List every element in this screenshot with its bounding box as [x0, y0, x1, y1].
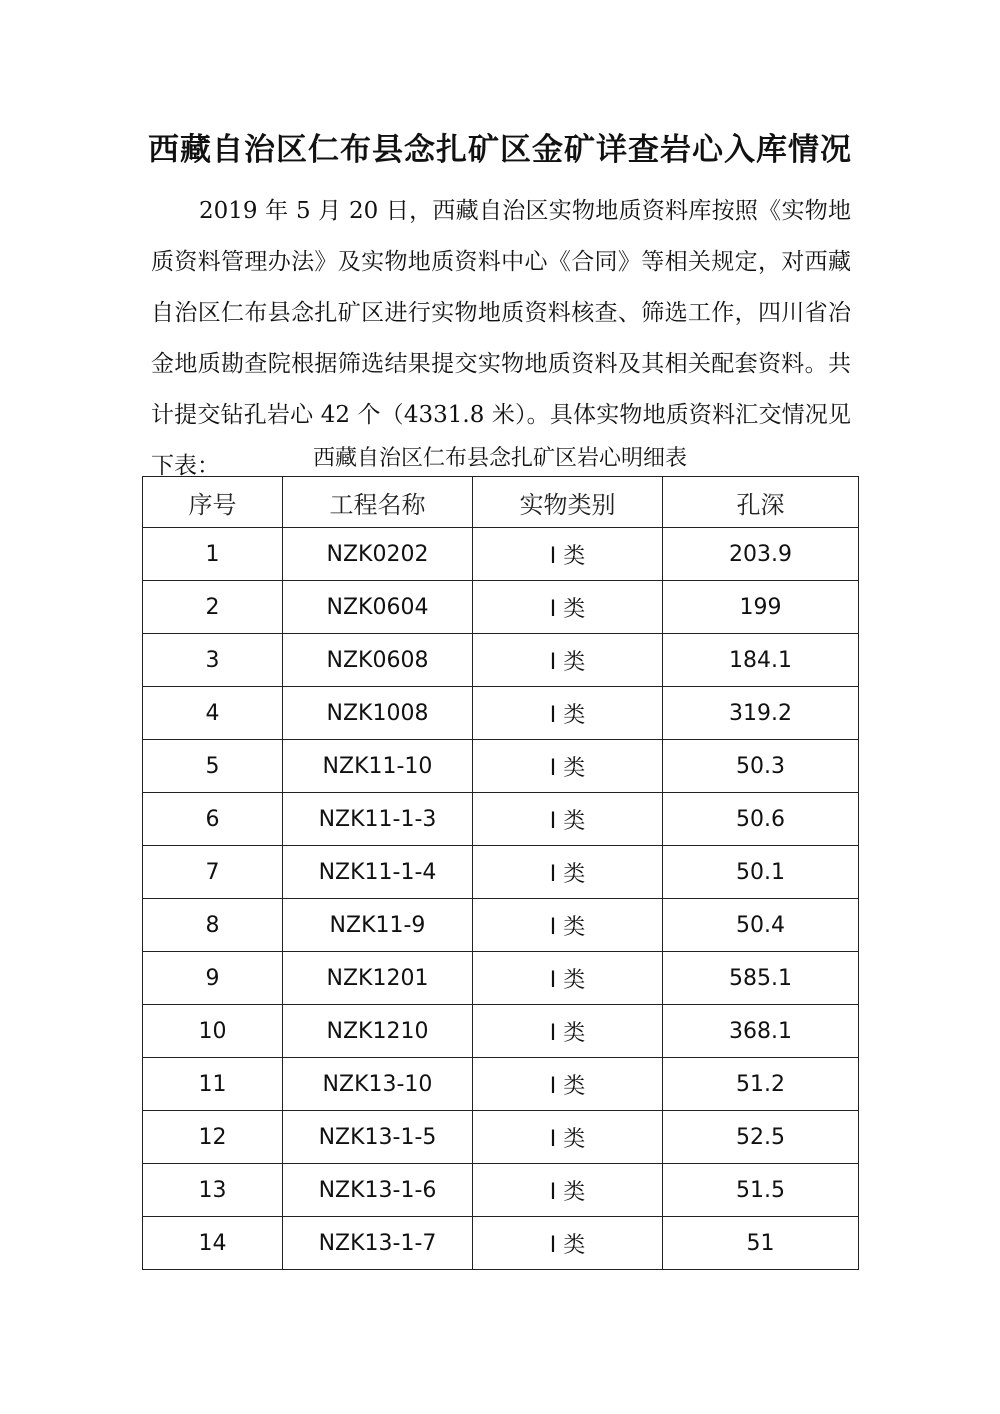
cell-hole-depth: 51.5 — [663, 1164, 859, 1217]
cell-index: 7 — [143, 846, 283, 899]
cell-category: I 类 — [473, 793, 663, 846]
cell-index: 3 — [143, 634, 283, 687]
cell-category: I 类 — [473, 952, 663, 1005]
header-project-name: 工程名称 — [283, 477, 473, 528]
cell-index: 6 — [143, 793, 283, 846]
cell-hole-depth: 50.4 — [663, 899, 859, 952]
cell-category: I 类 — [473, 1058, 663, 1111]
cell-index: 2 — [143, 581, 283, 634]
cell-project-name: NZK11-1-4 — [283, 846, 473, 899]
document-title: 西藏自治区仁布县念扎矿区金矿详查岩心入库情况 — [148, 132, 852, 168]
table-row — [143, 1005, 859, 1058]
header-index: 序号 — [143, 477, 283, 528]
cell-project-name: NZK13-1-5 — [283, 1111, 473, 1164]
cell-hole-depth: 50.3 — [663, 740, 859, 793]
cell-project-name: NZK0202 — [283, 528, 473, 581]
cell-hole-depth: 203.9 — [663, 528, 859, 581]
table-row — [143, 687, 859, 740]
cell-project-name: NZK13-1-6 — [283, 1164, 473, 1217]
cell-project-name: NZK0604 — [283, 581, 473, 634]
table-row — [143, 1217, 859, 1270]
cell-project-name: NZK1201 — [283, 952, 473, 1005]
cell-hole-depth: 368.1 — [663, 1005, 859, 1058]
cell-index: 5 — [143, 740, 283, 793]
cell-category: I 类 — [473, 1217, 663, 1270]
cell-index: 4 — [143, 687, 283, 740]
cell-project-name: NZK11-1-3 — [283, 793, 473, 846]
cell-hole-depth: 199 — [663, 581, 859, 634]
cell-category: I 类 — [473, 740, 663, 793]
cell-category: I 类 — [473, 846, 663, 899]
cell-category: I 类 — [473, 899, 663, 952]
table-row — [143, 952, 859, 1005]
cell-hole-depth: 319.2 — [663, 687, 859, 740]
cell-project-name: NZK0608 — [283, 634, 473, 687]
cell-category: I 类 — [473, 581, 663, 634]
cell-category: I 类 — [473, 1111, 663, 1164]
table-header-row — [143, 477, 859, 528]
cell-project-name: NZK13-1-7 — [283, 1217, 473, 1270]
cell-hole-depth: 51 — [663, 1217, 859, 1270]
table-row — [143, 899, 859, 952]
cell-project-name: NZK11-9 — [283, 899, 473, 952]
table-row — [143, 740, 859, 793]
table-row — [143, 1164, 859, 1217]
cell-category: I 类 — [473, 1005, 663, 1058]
table-row — [143, 1111, 859, 1164]
table-row — [143, 1058, 859, 1111]
cell-index: 13 — [143, 1164, 283, 1217]
cell-index: 14 — [143, 1217, 283, 1270]
table-row — [143, 846, 859, 899]
cell-hole-depth: 50.6 — [663, 793, 859, 846]
cell-project-name: NZK1210 — [283, 1005, 473, 1058]
table-row — [143, 581, 859, 634]
cell-index: 1 — [143, 528, 283, 581]
cell-index: 9 — [143, 952, 283, 1005]
cell-index: 11 — [143, 1058, 283, 1111]
table-row — [143, 793, 859, 846]
cell-project-name: NZK1008 — [283, 687, 473, 740]
cell-index: 8 — [143, 899, 283, 952]
intro-paragraph: 2019 年 5 月 20 日，西藏自治区实物地质资料库按照《实物地质资料管理办法》及实物地质资料中心《合同》等相关规定，对西藏自治区仁布县念扎矿区进行实物地质资料核查、筛选工作，四川省冶金地质勘查院根据筛选结果提交实物地质资料及其相关配套资料。共计提交钻孔岩心 42 个（4331.8 米）。具体实物地质资料汇交情况见下表： — [151, 198, 851, 479]
cell-hole-depth: 50.1 — [663, 846, 859, 899]
cell-project-name: NZK11-10 — [283, 740, 473, 793]
cell-category: I 类 — [473, 1164, 663, 1217]
core-detail-table — [142, 476, 859, 1270]
cell-project-name: NZK13-10 — [283, 1058, 473, 1111]
table-row — [143, 528, 859, 581]
cell-category: I 类 — [473, 528, 663, 581]
cell-hole-depth: 585.1 — [663, 952, 859, 1005]
cell-category: I 类 — [473, 634, 663, 687]
header-hole-depth: 孔深 — [663, 477, 859, 528]
cell-index: 10 — [143, 1005, 283, 1058]
cell-hole-depth: 51.2 — [663, 1058, 859, 1111]
cell-index: 12 — [143, 1111, 283, 1164]
table-row — [143, 634, 859, 687]
table-caption: 西藏自治区仁布县念扎矿区岩心明细表 — [312, 446, 687, 471]
cell-hole-depth: 184.1 — [663, 634, 859, 687]
cell-category: I 类 — [473, 687, 663, 740]
header-category: 实物类别 — [473, 477, 663, 528]
cell-hole-depth: 52.5 — [663, 1111, 859, 1164]
